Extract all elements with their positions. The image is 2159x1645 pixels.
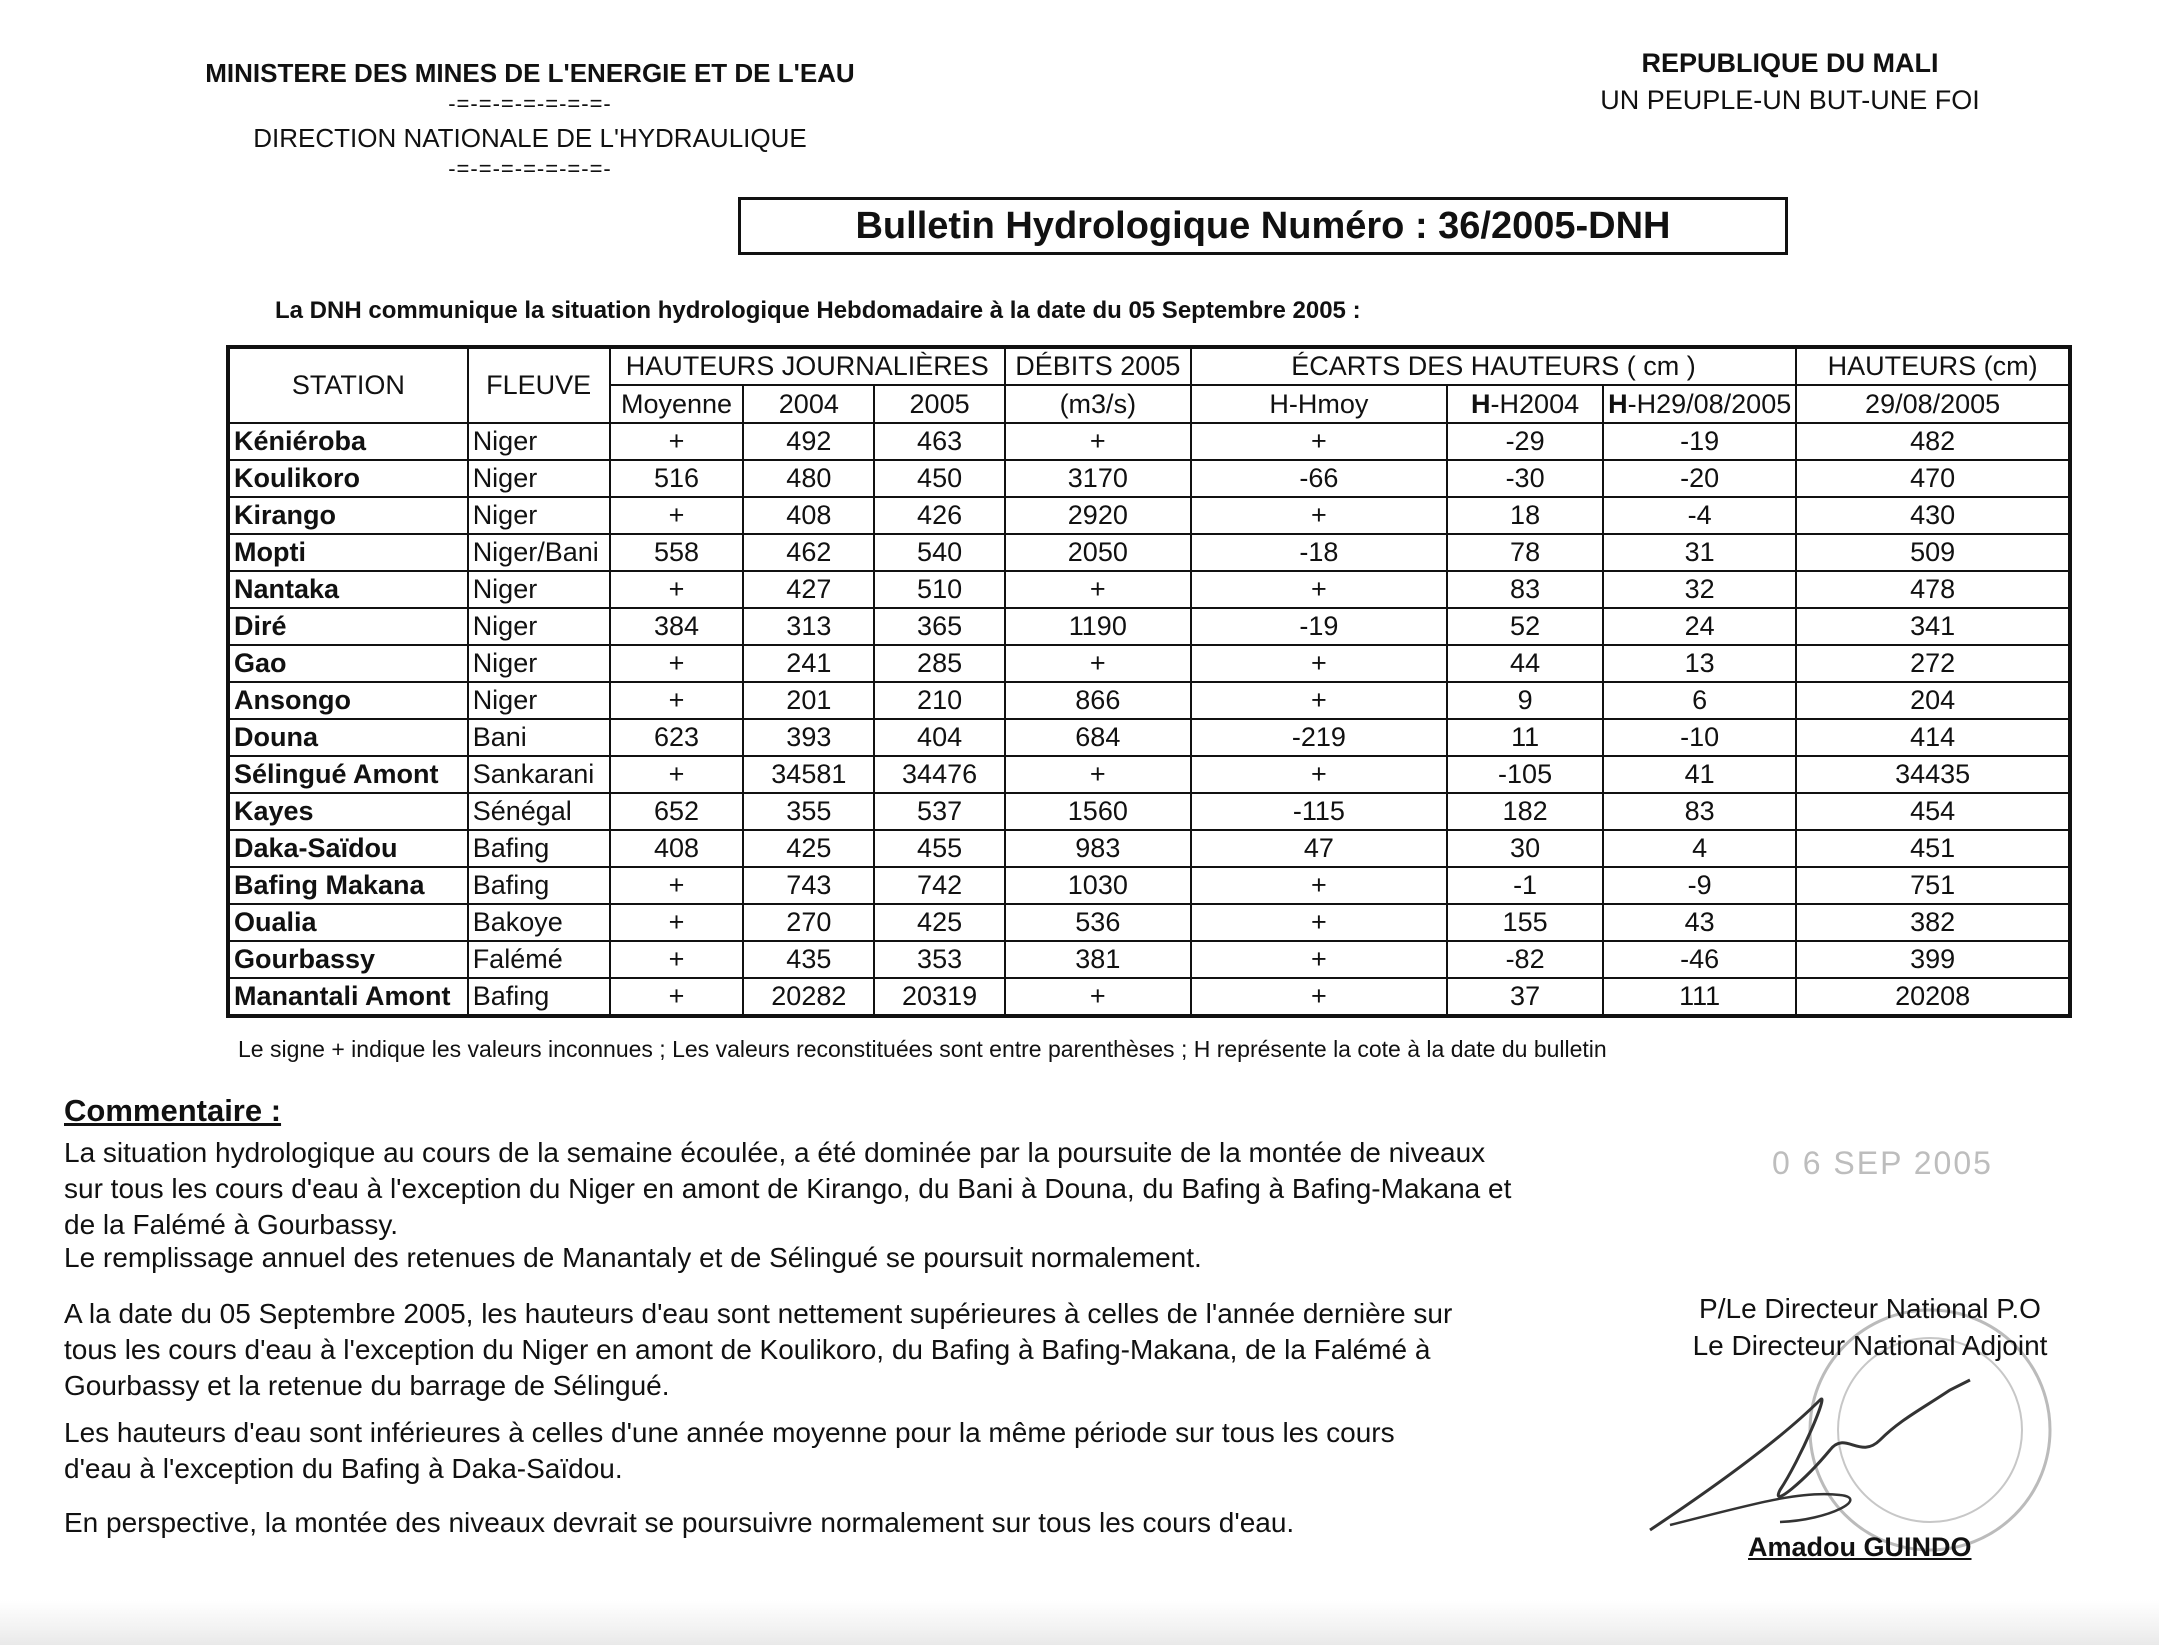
header-date-2908: 29/08/2005 <box>1796 385 2070 423</box>
cell-moyenne: 623 <box>610 719 744 756</box>
h-prefix: H <box>1608 388 1628 419</box>
cell-h-hmoy: + <box>1191 645 1447 682</box>
bulletin-title: Bulletin Hydrologique Numéro : 36/2005-DNH <box>738 197 1788 255</box>
cell-h-hmoy: + <box>1191 423 1447 460</box>
cell-h2004: 435 <box>743 941 874 978</box>
cell-debit: 1190 <box>1005 608 1191 645</box>
cell-h2005: 365 <box>874 608 1005 645</box>
table-body <box>228 423 2070 1016</box>
header-separator: -=-=-=-=-=-=-=- <box>448 156 612 181</box>
cell-debit: + <box>1005 756 1191 793</box>
cell-h-h2908: 6 <box>1603 682 1796 719</box>
cell-h-hmoy: -18 <box>1191 534 1447 571</box>
cell-h2004: 313 <box>743 608 874 645</box>
cell-h-h2908: 32 <box>1603 571 1796 608</box>
cell-h-2908: 751 <box>1796 867 2070 904</box>
table-row <box>228 682 2070 719</box>
cell-debit: 381 <box>1005 941 1191 978</box>
cell-moyenne: 408 <box>610 830 744 867</box>
cell-h-h2004: 18 <box>1447 497 1603 534</box>
cell-fleuve: Bafing <box>468 867 610 904</box>
cell-h-2908: 34435 <box>1796 756 2070 793</box>
cell-h2005: 455 <box>874 830 1005 867</box>
header-h-hmoy: H-Hmoy <box>1191 385 1447 423</box>
cell-station: Oualia <box>228 904 468 941</box>
cell-station: Bafing Makana <box>228 867 468 904</box>
cell-h-h2004: -1 <box>1447 867 1603 904</box>
table-row <box>228 978 2070 1016</box>
cell-moyenne: 652 <box>610 793 744 830</box>
cell-moyenne: + <box>610 904 744 941</box>
table-row <box>228 608 2070 645</box>
cell-h-hmoy: + <box>1191 941 1447 978</box>
header-hauteurs-journalieres: HAUTEURS JOURNALIÈRES <box>610 347 1005 385</box>
comment-paragraph-4 <box>64 1415 1624 1487</box>
cell-h-h2004: 182 <box>1447 793 1603 830</box>
cell-debit: 684 <box>1005 719 1191 756</box>
cell-h2004: 393 <box>743 719 874 756</box>
signature-stroke <box>1650 1380 1970 1530</box>
header-h-h2004 <box>1447 385 1603 423</box>
cell-h-2908: 414 <box>1796 719 2070 756</box>
cell-fleuve: Niger <box>468 497 610 534</box>
table-row <box>228 756 2070 793</box>
cell-h-2908: 382 <box>1796 904 2070 941</box>
cell-h-h2908: 31 <box>1603 534 1796 571</box>
cell-h-h2908: 83 <box>1603 793 1796 830</box>
cell-debit: 1030 <box>1005 867 1191 904</box>
table-row <box>228 423 2070 460</box>
signature-title-line-1: P/Le Directeur National P.O <box>1699 1293 2041 1324</box>
cell-h2004: 425 <box>743 830 874 867</box>
comment-line: de la Falémé à Gourbassy. <box>64 1209 399 1240</box>
comment-line: d'eau à l'exception du Bafing à Daka-Saïdou. <box>64 1453 623 1484</box>
cell-debit: 1560 <box>1005 793 1191 830</box>
cell-h2005: 34476 <box>874 756 1005 793</box>
cell-h-hmoy: + <box>1191 756 1447 793</box>
header-fleuve: FLEUVE <box>468 347 610 423</box>
cell-fleuve: Bafing <box>468 830 610 867</box>
table-footnote: Le signe + indique les valeurs inconnues ; Les valeurs reconstituées sont entre parenthèses ; H représente la cote à la date du bulletin <box>238 1036 1607 1062</box>
cell-h2005: 210 <box>874 682 1005 719</box>
cell-moyenne: + <box>610 497 744 534</box>
republic-motto: UN PEUPLE-UN BUT-UNE FOI <box>1600 85 1980 115</box>
scan-bottom-edge <box>0 1600 2159 1645</box>
cell-moyenne: + <box>610 867 744 904</box>
cell-station: Sélingué Amont <box>228 756 468 793</box>
cell-h-2908: 272 <box>1796 645 2070 682</box>
cell-station: Kayes <box>228 793 468 830</box>
comment-title: Commentaire : <box>64 1093 282 1128</box>
cell-h-h2004: 52 <box>1447 608 1603 645</box>
cell-moyenne: + <box>610 682 744 719</box>
cell-moyenne: + <box>610 645 744 682</box>
cell-h2005: 537 <box>874 793 1005 830</box>
header-moyenne: Moyenne <box>610 385 744 423</box>
cell-h-hmoy: -219 <box>1191 719 1447 756</box>
cell-debit: + <box>1005 645 1191 682</box>
cell-h-h2908: -10 <box>1603 719 1796 756</box>
cell-debit: 536 <box>1005 904 1191 941</box>
cell-h-h2908: -46 <box>1603 941 1796 978</box>
cell-h2004: 201 <box>743 682 874 719</box>
cell-h-2908: 482 <box>1796 423 2070 460</box>
cell-h-2908: 454 <box>1796 793 2070 830</box>
cell-h-hmoy: -19 <box>1191 608 1447 645</box>
cell-moyenne: + <box>610 571 744 608</box>
cell-h2004: 34581 <box>743 756 874 793</box>
cell-h-h2908: 43 <box>1603 904 1796 941</box>
cell-h-2908: 430 <box>1796 497 2070 534</box>
cell-fleuve: Sénégal <box>468 793 610 830</box>
cell-debit: 2920 <box>1005 497 1191 534</box>
cell-h2004: 355 <box>743 793 874 830</box>
cell-h-h2004: -30 <box>1447 460 1603 497</box>
cell-h-h2908: -4 <box>1603 497 1796 534</box>
cell-h-hmoy: + <box>1191 904 1447 941</box>
comment-line: sur tous les cours d'eau à l'exception du Niger en amont de Kirango, du Bani à Douna, du Bafing à Bafing-Makana et <box>64 1173 1512 1204</box>
cell-h-h2004: 37 <box>1447 978 1603 1016</box>
table-row <box>228 941 2070 978</box>
table-row <box>228 571 2070 608</box>
cell-fleuve: Niger/Bani <box>468 534 610 571</box>
cell-h-hmoy: + <box>1191 497 1447 534</box>
cell-debit: 2050 <box>1005 534 1191 571</box>
cell-fleuve: Niger <box>468 460 610 497</box>
hydro-table <box>226 345 2072 1018</box>
cell-h2005: 353 <box>874 941 1005 978</box>
cell-h-hmoy: + <box>1191 867 1447 904</box>
cell-moyenne: + <box>610 978 744 1016</box>
cell-fleuve: Niger <box>468 571 610 608</box>
table-row <box>228 534 2070 571</box>
cell-h-h2004: 9 <box>1447 682 1603 719</box>
cell-station: Gao <box>228 645 468 682</box>
cell-h2005: 285 <box>874 645 1005 682</box>
header-station: STATION <box>228 347 468 423</box>
header-2005: 2005 <box>874 385 1005 423</box>
cell-h-h2908: -9 <box>1603 867 1796 904</box>
h-prefix: H <box>1471 388 1491 419</box>
h-h2908-suffix: -H29/08/2005 <box>1627 388 1792 419</box>
cell-fleuve: Niger <box>468 682 610 719</box>
cell-h-2908: 470 <box>1796 460 2070 497</box>
table-row <box>228 793 2070 830</box>
cell-h2004: 408 <box>743 497 874 534</box>
cell-h-h2004: -29 <box>1447 423 1603 460</box>
cell-h-hmoy: 47 <box>1191 830 1447 867</box>
republic-name: REPUBLIQUE DU MALI <box>1641 48 1939 78</box>
cell-station: Mopti <box>228 534 468 571</box>
table-row <box>228 497 2070 534</box>
cell-h2004: 241 <box>743 645 874 682</box>
cell-h-h2004: 83 <box>1447 571 1603 608</box>
table-row <box>228 867 2070 904</box>
cell-station: Gourbassy <box>228 941 468 978</box>
cell-h-h2908: -20 <box>1603 460 1796 497</box>
cell-h-2908: 451 <box>1796 830 2070 867</box>
h-h2004-suffix: -H2004 <box>1490 388 1580 419</box>
signature-block <box>1670 1290 2070 1364</box>
cell-moyenne: + <box>610 941 744 978</box>
cell-station: Ansongo <box>228 682 468 719</box>
comment-line: Gourbassy et la retenue du barrage de Sélingué. <box>64 1370 670 1401</box>
comment-paragraph-5: En perspective, la montée des niveaux devrait se poursuivre normalement sur tous les cours d'eau. <box>64 1507 1295 1538</box>
header-2004: 2004 <box>743 385 874 423</box>
received-date-stamp: 0 6 SEP 2005 <box>1772 1145 1993 1181</box>
cell-fleuve: Niger <box>468 608 610 645</box>
cell-h-h2004: 155 <box>1447 904 1603 941</box>
seal-inner-ring <box>1838 1338 2022 1522</box>
cell-h2004: 743 <box>743 867 874 904</box>
cell-debit: 3170 <box>1005 460 1191 497</box>
comment-line: Les hauteurs d'eau sont inférieures à celles d'une année moyenne pour la même période sur tous les cours <box>64 1417 1395 1448</box>
cell-h2004: 270 <box>743 904 874 941</box>
intro-text: La DNH communique la situation hydrologique Hebdomadaire à la date du 05 Septembre 2005 : <box>275 297 1361 324</box>
cell-h-h2908: -19 <box>1603 423 1796 460</box>
cell-h2005: 426 <box>874 497 1005 534</box>
cell-h-h2908: 41 <box>1603 756 1796 793</box>
cell-h2004: 20282 <box>743 978 874 1016</box>
cell-h2005: 742 <box>874 867 1005 904</box>
cell-h-2908: 509 <box>1796 534 2070 571</box>
cell-h-h2908: 13 <box>1603 645 1796 682</box>
direction-name: DIRECTION NATIONALE DE L'HYDRAULIQUE <box>253 123 807 153</box>
cell-station: Koulikoro <box>228 460 468 497</box>
cell-h-2908: 341 <box>1796 608 2070 645</box>
comment-line: tous les cours d'eau à l'exception du Niger en amont de Koulikoro, du Bafing à Bafing-Makana, de la Falémé à <box>64 1334 1431 1365</box>
cell-moyenne: 384 <box>610 608 744 645</box>
header-debits-unit: (m3/s) <box>1005 385 1191 423</box>
ministry-header <box>180 58 880 184</box>
cell-h-2908: 204 <box>1796 682 2070 719</box>
comment-paragraph-3 <box>64 1296 1624 1404</box>
cell-station: Manantali Amont <box>228 978 468 1016</box>
cell-h-h2908: 24 <box>1603 608 1796 645</box>
cell-h-2908: 399 <box>1796 941 2070 978</box>
comment-paragraph-2: Le remplissage annuel des retenues de Manantaly et de Sélingué se poursuit normalement. <box>64 1242 1202 1273</box>
cell-fleuve: Bakoye <box>468 904 610 941</box>
cell-station: Kirango <box>228 497 468 534</box>
cell-h2004: 427 <box>743 571 874 608</box>
cell-debit: 983 <box>1005 830 1191 867</box>
cell-h-h2004: 44 <box>1447 645 1603 682</box>
table-row <box>228 719 2070 756</box>
cell-h2005: 463 <box>874 423 1005 460</box>
cell-station: Kéniéroba <box>228 423 468 460</box>
header-ecarts: ÉCARTS DES HAUTEURS ( cm ) <box>1191 347 1797 385</box>
cell-fleuve: Sankarani <box>468 756 610 793</box>
cell-h-hmoy: -66 <box>1191 460 1447 497</box>
cell-fleuve: Niger <box>468 423 610 460</box>
table-row <box>228 460 2070 497</box>
header-h-h2908 <box>1603 385 1796 423</box>
cell-h-h2908: 111 <box>1603 978 1796 1016</box>
table-row <box>228 830 2070 867</box>
signature-title-line-2: Le Directeur National Adjoint <box>1692 1330 2048 1361</box>
cell-h-h2004: -105 <box>1447 756 1603 793</box>
cell-h-hmoy: + <box>1191 682 1447 719</box>
cell-debit: 866 <box>1005 682 1191 719</box>
cell-h2004: 480 <box>743 460 874 497</box>
table-row <box>228 645 2070 682</box>
cell-h-hmoy: + <box>1191 571 1447 608</box>
header-hauteurs-cm: HAUTEURS (cm) <box>1796 347 2070 385</box>
cell-h2005: 425 <box>874 904 1005 941</box>
signer-name: Amadou GUINDO <box>1748 1532 1972 1562</box>
cell-fleuve: Falémé <box>468 941 610 978</box>
cell-moyenne: 558 <box>610 534 744 571</box>
header-separator: -=-=-=-=-=-=-=- <box>448 91 612 116</box>
cell-h-h2004: 78 <box>1447 534 1603 571</box>
cell-debit: + <box>1005 978 1191 1016</box>
cell-h2005: 510 <box>874 571 1005 608</box>
header-debits: DÉBITS 2005 <box>1005 347 1191 385</box>
cell-h-2908: 20208 <box>1796 978 2070 1016</box>
comment-line: La situation hydrologique au cours de la semaine écoulée, a été dominée par la poursuite de la montée de niveaux <box>64 1137 1486 1168</box>
cell-station: Douna <box>228 719 468 756</box>
cell-h2005: 540 <box>874 534 1005 571</box>
cell-moyenne: 516 <box>610 460 744 497</box>
cell-h2004: 492 <box>743 423 874 460</box>
cell-fleuve: Niger <box>468 645 610 682</box>
cell-h-hmoy: -115 <box>1191 793 1447 830</box>
cell-h2005: 404 <box>874 719 1005 756</box>
comment-line: A la date du 05 Septembre 2005, les hauteurs d'eau sont nettement supérieures à celles de l'année dernière sur <box>64 1298 1453 1329</box>
cell-h-h2004: 30 <box>1447 830 1603 867</box>
cell-h2005: 450 <box>874 460 1005 497</box>
table-row <box>228 904 2070 941</box>
cell-moyenne: + <box>610 756 744 793</box>
comment-paragraph-1 <box>64 1135 1624 1243</box>
cell-moyenne: + <box>610 423 744 460</box>
cell-station: Daka-Saïdou <box>228 830 468 867</box>
cell-h-hmoy: + <box>1191 978 1447 1016</box>
cell-h-2908: 478 <box>1796 571 2070 608</box>
cell-fleuve: Bani <box>468 719 610 756</box>
cell-h-h2004: -82 <box>1447 941 1603 978</box>
cell-station: Nantaka <box>228 571 468 608</box>
republic-header <box>1540 48 2040 116</box>
cell-fleuve: Bafing <box>468 978 610 1016</box>
cell-h-h2004: 11 <box>1447 719 1603 756</box>
cell-h2005: 20319 <box>874 978 1005 1016</box>
cell-h2004: 462 <box>743 534 874 571</box>
cell-station: Diré <box>228 608 468 645</box>
ministry-name: MINISTERE DES MINES DE L'ENERGIE ET DE L'EAU <box>205 58 855 88</box>
cell-h-h2908: 4 <box>1603 830 1796 867</box>
cell-debit: + <box>1005 423 1191 460</box>
cell-debit: + <box>1005 571 1191 608</box>
